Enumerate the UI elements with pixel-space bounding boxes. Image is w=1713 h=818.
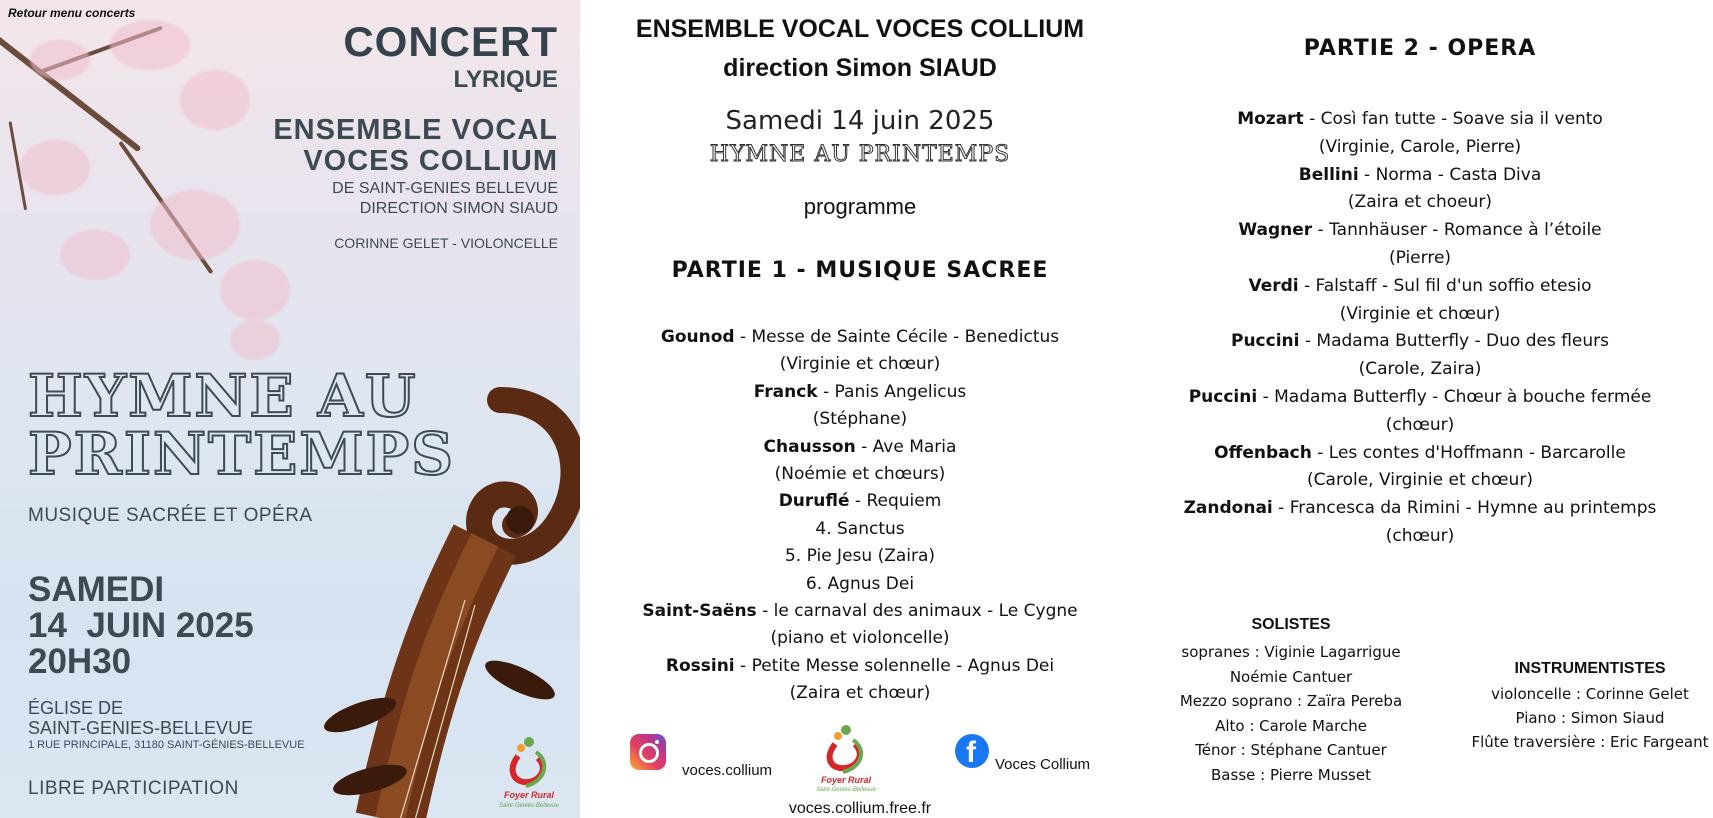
list-item: (Virginie et chœur) <box>779 354 941 375</box>
list-item: Verdi - Falstaff - Sul fil d'un soffio etesio <box>1248 275 1592 296</box>
soloist: Alto : Carole Marche <box>1215 716 1367 735</box>
svg-text:Saint-Geniès-Bellevue: Saint-Geniès-Bellevue <box>816 787 876 793</box>
svg-text:Saint-Geniès-Bellevue: Saint-Geniès-Bellevue <box>499 803 559 809</box>
list-item: Puccini - Madama Butterfly - Duo des fleurs <box>1231 331 1609 352</box>
poster-subtitle: MUSIQUE SACRÉE ET OPÉRA <box>28 505 313 526</box>
poster-free-entry: LIBRE PARTICIPATION <box>28 778 239 799</box>
list-item: Chausson - Ave Maria <box>763 436 957 457</box>
poster-date: 14 JUIN 2025 <box>28 606 254 645</box>
blossom <box>60 230 130 280</box>
concert-date: Samedi 14 juin 2025 <box>725 106 995 136</box>
instrumentalist: Flûte traversière : Eric Fargeant <box>1471 733 1709 751</box>
list-item: Wagner - Tannhäuser - Romance à l’étoile <box>1238 220 1602 241</box>
blossom <box>180 70 250 130</box>
list-item: 6. Agnus Dei <box>805 573 915 594</box>
foyer-rural-logo <box>813 722 879 794</box>
list-item: (chœur) <box>1385 525 1455 546</box>
list-item: Rossini - Petite Messe solennelle - Agnus Dei <box>665 655 1055 676</box>
poster-hymn-line1: HYMNE AU <box>28 362 418 430</box>
list-item: (Carole, Virginie et chœur) <box>1307 470 1533 491</box>
blossom <box>110 20 190 70</box>
poster-date-day: SAMEDI <box>28 570 165 609</box>
list-item: Bellini - Norma - Casta Diva <box>1298 164 1542 185</box>
poster-ensemble-line2: VOCES COLLIUM <box>303 145 558 177</box>
instrumentalists-title: INSTRUMENTISTES <box>1514 660 1666 677</box>
list-item: (Carole, Zaira) <box>1358 359 1482 380</box>
list-item: 4. Sanctus <box>815 518 905 539</box>
svg-text:Foyer Rural: Foyer Rural <box>820 775 872 785</box>
list-item: Zandonai - Francesca da Rimini - Hymne au printemps <box>1183 498 1657 519</box>
list-item: Saint-Saëns - le carnaval des animaux - Le Cygne <box>642 601 1078 622</box>
foyer-rural-logo <box>496 732 562 810</box>
poster-from: DE SAINT-GENIES BELLEVUE <box>332 180 558 197</box>
ensemble-title: ENSEMBLE VOCAL VOCES COLLIUM <box>635 15 1085 43</box>
poster-hymn-line2: PRINTEMPS <box>28 420 456 488</box>
programme-part2-column <box>1140 0 1713 818</box>
list-item: (chœur) <box>1385 414 1455 435</box>
list-item: Gounod - Messe de Sainte Cécile - Benedictus <box>660 327 1060 347</box>
blossom <box>230 320 280 360</box>
poster-ensemble-line1: ENSEMBLE VOCAL <box>273 114 558 146</box>
part2-title: PARTIE 2 - OPERA <box>1303 36 1537 61</box>
list-item: Offenbach - Les contes d'Hoffmann - Barcarolle <box>1214 442 1626 463</box>
concert-title: HYMNE AU PRINTEMPS <box>709 142 1011 167</box>
soloist: Noémie Cantuer <box>1229 667 1353 686</box>
poster-church-line1: ÉGLISE DE <box>28 698 124 718</box>
poster-address: 1 RUE PRINCIPALE, 31180 SAINT-GÉNIES-BELLEVUE <box>28 739 305 751</box>
list-item: (Zaira et choeur) <box>1347 192 1493 213</box>
back-to-concerts-link[interactable]: Retour menu concerts <box>8 6 136 20</box>
poster-time: 20H30 <box>28 642 132 681</box>
soloists-title: SOLISTES <box>1251 616 1331 633</box>
part1-title: PARTIE 1 - MUSIQUE SACREE <box>671 258 1049 283</box>
svg-text:Foyer Rural: Foyer Rural <box>503 790 555 800</box>
programme-part1-column <box>610 0 1110 818</box>
list-item: (Virginie et chœur) <box>1339 303 1501 324</box>
poster-lyrique: LYRIQUE <box>453 66 558 93</box>
list-item: (piano et violoncelle) <box>770 628 950 649</box>
part2-programme-list <box>1140 106 1700 551</box>
poster-church-line2: SAINT-GENIES-BELLEVUE <box>28 718 254 738</box>
list-item: Franck - Panis Angelicus <box>753 381 967 402</box>
list-item: (Noémie et chœurs) <box>774 464 946 485</box>
list-item: (Zaira et chœur) <box>789 683 931 704</box>
instrumentalist: violoncelle : Corinne Gelet <box>1491 685 1689 703</box>
instagram-icon[interactable] <box>630 734 666 770</box>
list-item: (Virginie, Carole, Pierre) <box>1318 136 1522 157</box>
blossom <box>30 40 90 80</box>
soloist: Basse : Pierre Musset <box>1211 765 1371 784</box>
poster-direction: DIRECTION SIMON SIAUD <box>359 200 558 217</box>
concert-poster <box>0 0 580 818</box>
list-item: (Stéphane) <box>812 409 908 430</box>
instrumentalist: Piano : Simon Siaud <box>1515 709 1665 727</box>
list-item: Puccini - Madama Butterfly - Chœur à bouche fermée <box>1188 386 1652 407</box>
facebook-icon[interactable]: f <box>955 734 989 768</box>
soloists-list <box>1160 640 1422 788</box>
instrumentalists-list <box>1450 682 1713 754</box>
direction-title: direction Simon SIAUD <box>723 54 997 82</box>
blossom <box>20 140 90 195</box>
website-link[interactable]: voces.collium.free.fr <box>788 800 932 817</box>
soloist: Mezzo soprano : Zaïra Pereba <box>1179 692 1403 711</box>
list-item: (Pierre) <box>1388 247 1452 268</box>
soloist: Ténor : Stéphane Cantuer <box>1195 741 1387 760</box>
blossom <box>150 190 240 260</box>
poster-cellist: CORINNE GELET - VIOLONCELLE <box>334 235 558 251</box>
soloist: sopranes : Viginie Lagarrigue <box>1181 643 1401 661</box>
list-item: Duruflé - Requiem <box>778 491 942 512</box>
list-item: Mozart - Così fan tutte - Soave sia il vento <box>1237 109 1603 129</box>
programme-heading: programme <box>803 194 917 219</box>
blossom <box>220 260 290 320</box>
instagram-link[interactable]: voces.collium <box>682 762 773 779</box>
list-item: 5. Pie Jesu (Zaira) <box>784 546 936 567</box>
poster-concert: CONCERT <box>343 18 558 65</box>
facebook-link[interactable]: Voces Collium <box>995 756 1091 773</box>
part1-programme-list <box>610 324 1110 708</box>
